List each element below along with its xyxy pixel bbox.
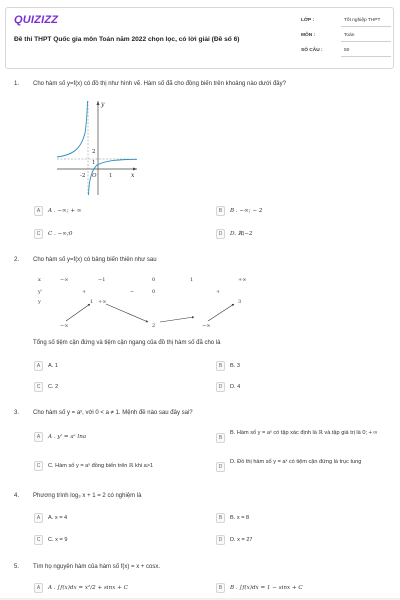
graph-curve-left [57, 101, 88, 157]
x-axis-arrow [133, 168, 137, 171]
option-letter: B [216, 513, 225, 523]
option-text: A . ∫f(x)dx = x²/2 + sinx + C [48, 585, 128, 591]
option-letter: D [216, 535, 225, 545]
option-d[interactable] [216, 229, 386, 241]
option-c[interactable] [34, 382, 204, 394]
graph-label-1x: 1 [109, 173, 113, 179]
graph-label-x: x [131, 172, 135, 179]
option-a[interactable] [34, 361, 204, 373]
option-letter: C [34, 229, 43, 239]
option-letter: A [34, 583, 43, 593]
meta-divider [341, 26, 391, 27]
option-text: C. Hàm số y = aˣ đồng biến trên ℝ khi a>1 [48, 463, 154, 469]
table-cell: + [216, 289, 221, 295]
option-b[interactable] [216, 361, 386, 373]
option-c[interactable] [34, 461, 204, 473]
graph-label-neg2: -2 [80, 173, 86, 179]
option-c[interactable] [34, 229, 204, 241]
y-axis-arrow [97, 101, 100, 105]
question-text: Tìm họ nguyên hàm của hàm số f(x) = x + cosx. [33, 564, 161, 570]
meta-subject-key: MÔN : [301, 33, 316, 38]
question-number: 4. [14, 493, 20, 499]
option-text: B. 3 [230, 363, 240, 369]
table-cell: 0 [152, 289, 156, 295]
table-cell: −∞ [60, 323, 69, 329]
arrow-up-1 [66, 304, 90, 321]
meta-divider [341, 41, 391, 42]
graph-label-1y: 1 [92, 160, 96, 166]
option-letter: D [216, 382, 225, 392]
option-a[interactable] [34, 513, 204, 525]
question-number: 3. [14, 410, 20, 416]
question-number: 2. [14, 257, 20, 263]
option-d[interactable] [216, 382, 386, 394]
option-a[interactable] [34, 206, 204, 218]
meta-divider [341, 56, 391, 57]
question-number: 1. [14, 81, 20, 87]
table-cell: 2 [152, 323, 156, 329]
option-letter: A [34, 361, 43, 371]
option-text: D. ℝ\−2 [230, 231, 253, 237]
option-letter: D [216, 462, 225, 472]
table-cell: 3 [238, 299, 242, 305]
graph-label-origin: O [92, 173, 97, 179]
option-text: C . −∞;0 [48, 231, 73, 237]
option-text: C. 2 [48, 384, 59, 390]
option-text: A. 1 [48, 363, 58, 369]
graph-label-2: 2 [92, 149, 96, 155]
table-cell: +∞ [98, 299, 107, 305]
quizizz-logo: QUIZIZZ [14, 14, 59, 26]
question-text: Cho hàm số y=f(x) có đồ thị như hình vẽ. Hàm số đã cho đồng biến trên khoảng nào dưới đây? [33, 81, 286, 87]
question-text: Cho hàm số y = aˣ, với 0 < a ≠ 1. Mệnh đề nào sau đây sai? [33, 410, 193, 416]
meta-class-value: Tốt nghiệp THPT [344, 18, 381, 23]
option-letter: A [34, 432, 43, 442]
table-cell: −∞ [202, 323, 211, 329]
option-b[interactable] [216, 513, 386, 525]
option-letter: B [216, 583, 225, 593]
option-letter: C [34, 535, 43, 545]
arrow-down-2 [160, 317, 194, 322]
meta-count-value: 50 [344, 48, 350, 53]
meta-count-key: SỐ CÂU : [301, 48, 323, 53]
document-header [5, 7, 394, 69]
table-cell: −∞ [60, 277, 69, 283]
table-cell: 0 [152, 277, 156, 283]
option-text: D. 4 [230, 384, 241, 390]
graph-label-y: y [101, 101, 105, 108]
option-letter: C [34, 382, 43, 392]
option-b[interactable] [216, 430, 386, 442]
option-b[interactable] [216, 206, 386, 218]
option-letter: B [216, 433, 225, 443]
option-b[interactable] [216, 583, 386, 595]
table-cell: −1 [98, 277, 106, 283]
question-text: Phương trình log₃ x + 1 = 2 có nghiệm là [33, 493, 142, 499]
option-text: B. x = 8 [230, 515, 250, 521]
meta-subject-value: Toán [344, 33, 355, 38]
option-letter: D [216, 229, 225, 239]
variation-table [34, 277, 284, 332]
option-text: D. x = 27 [230, 537, 253, 543]
document-title: Đề thi THPT Quốc gia môn Toán năm 2022 chọn lọc, có lời giải (Đề số 6) [14, 36, 240, 43]
question-subtext: Tổng số tiệm cận đứng và tiệm cận ngang của đồ thị hàm số đã cho là [33, 340, 221, 346]
option-letter: B [216, 206, 225, 216]
table-cell: y' [38, 289, 43, 295]
table-cell: +∞ [238, 277, 247, 283]
option-text: B. Hàm số y = aˣ có tập xác định là ℝ và tập giá trị là 0; + ∞ [230, 430, 378, 436]
table-cell: 1 [90, 299, 94, 305]
function-graph [55, 97, 140, 197]
table-cell: y [38, 299, 41, 305]
arrow-down-1 [106, 304, 148, 322]
table-cell: − [130, 289, 135, 295]
question-number: 5. [14, 564, 20, 570]
option-letter: A [34, 513, 43, 523]
option-d[interactable] [216, 535, 386, 547]
option-text: A . −∞; + ∞ [48, 208, 82, 214]
option-text: C. x = 9 [48, 537, 68, 543]
option-a[interactable] [34, 583, 204, 595]
option-text: B . −∞; − 2 [230, 208, 263, 214]
option-text: A. x = 4 [48, 515, 68, 521]
option-a[interactable] [34, 432, 204, 444]
table-cell: 1 [190, 277, 194, 283]
option-text: A . y' = aˣ lna [48, 434, 87, 440]
option-letter: A [34, 206, 43, 216]
option-letter: B [216, 361, 225, 371]
table-cell: + [82, 289, 87, 295]
option-text: D. Đồ thị hàm số y = aˣ có tiệm cận đứng là trục tung [230, 459, 362, 465]
option-d[interactable] [216, 459, 386, 471]
option-letter: C [34, 461, 43, 471]
table-cell: x [38, 277, 41, 283]
table-arrows [34, 277, 284, 332]
option-text: B . ∫f(x)dx = 1 − sinx + C [230, 585, 303, 591]
arrow-up-2 [208, 304, 234, 321]
meta-class-key: LỚP : [301, 18, 315, 23]
question-text: Cho hàm số y=f(x) có bảng biến thiên như sau [33, 257, 157, 263]
option-c[interactable] [34, 535, 204, 547]
